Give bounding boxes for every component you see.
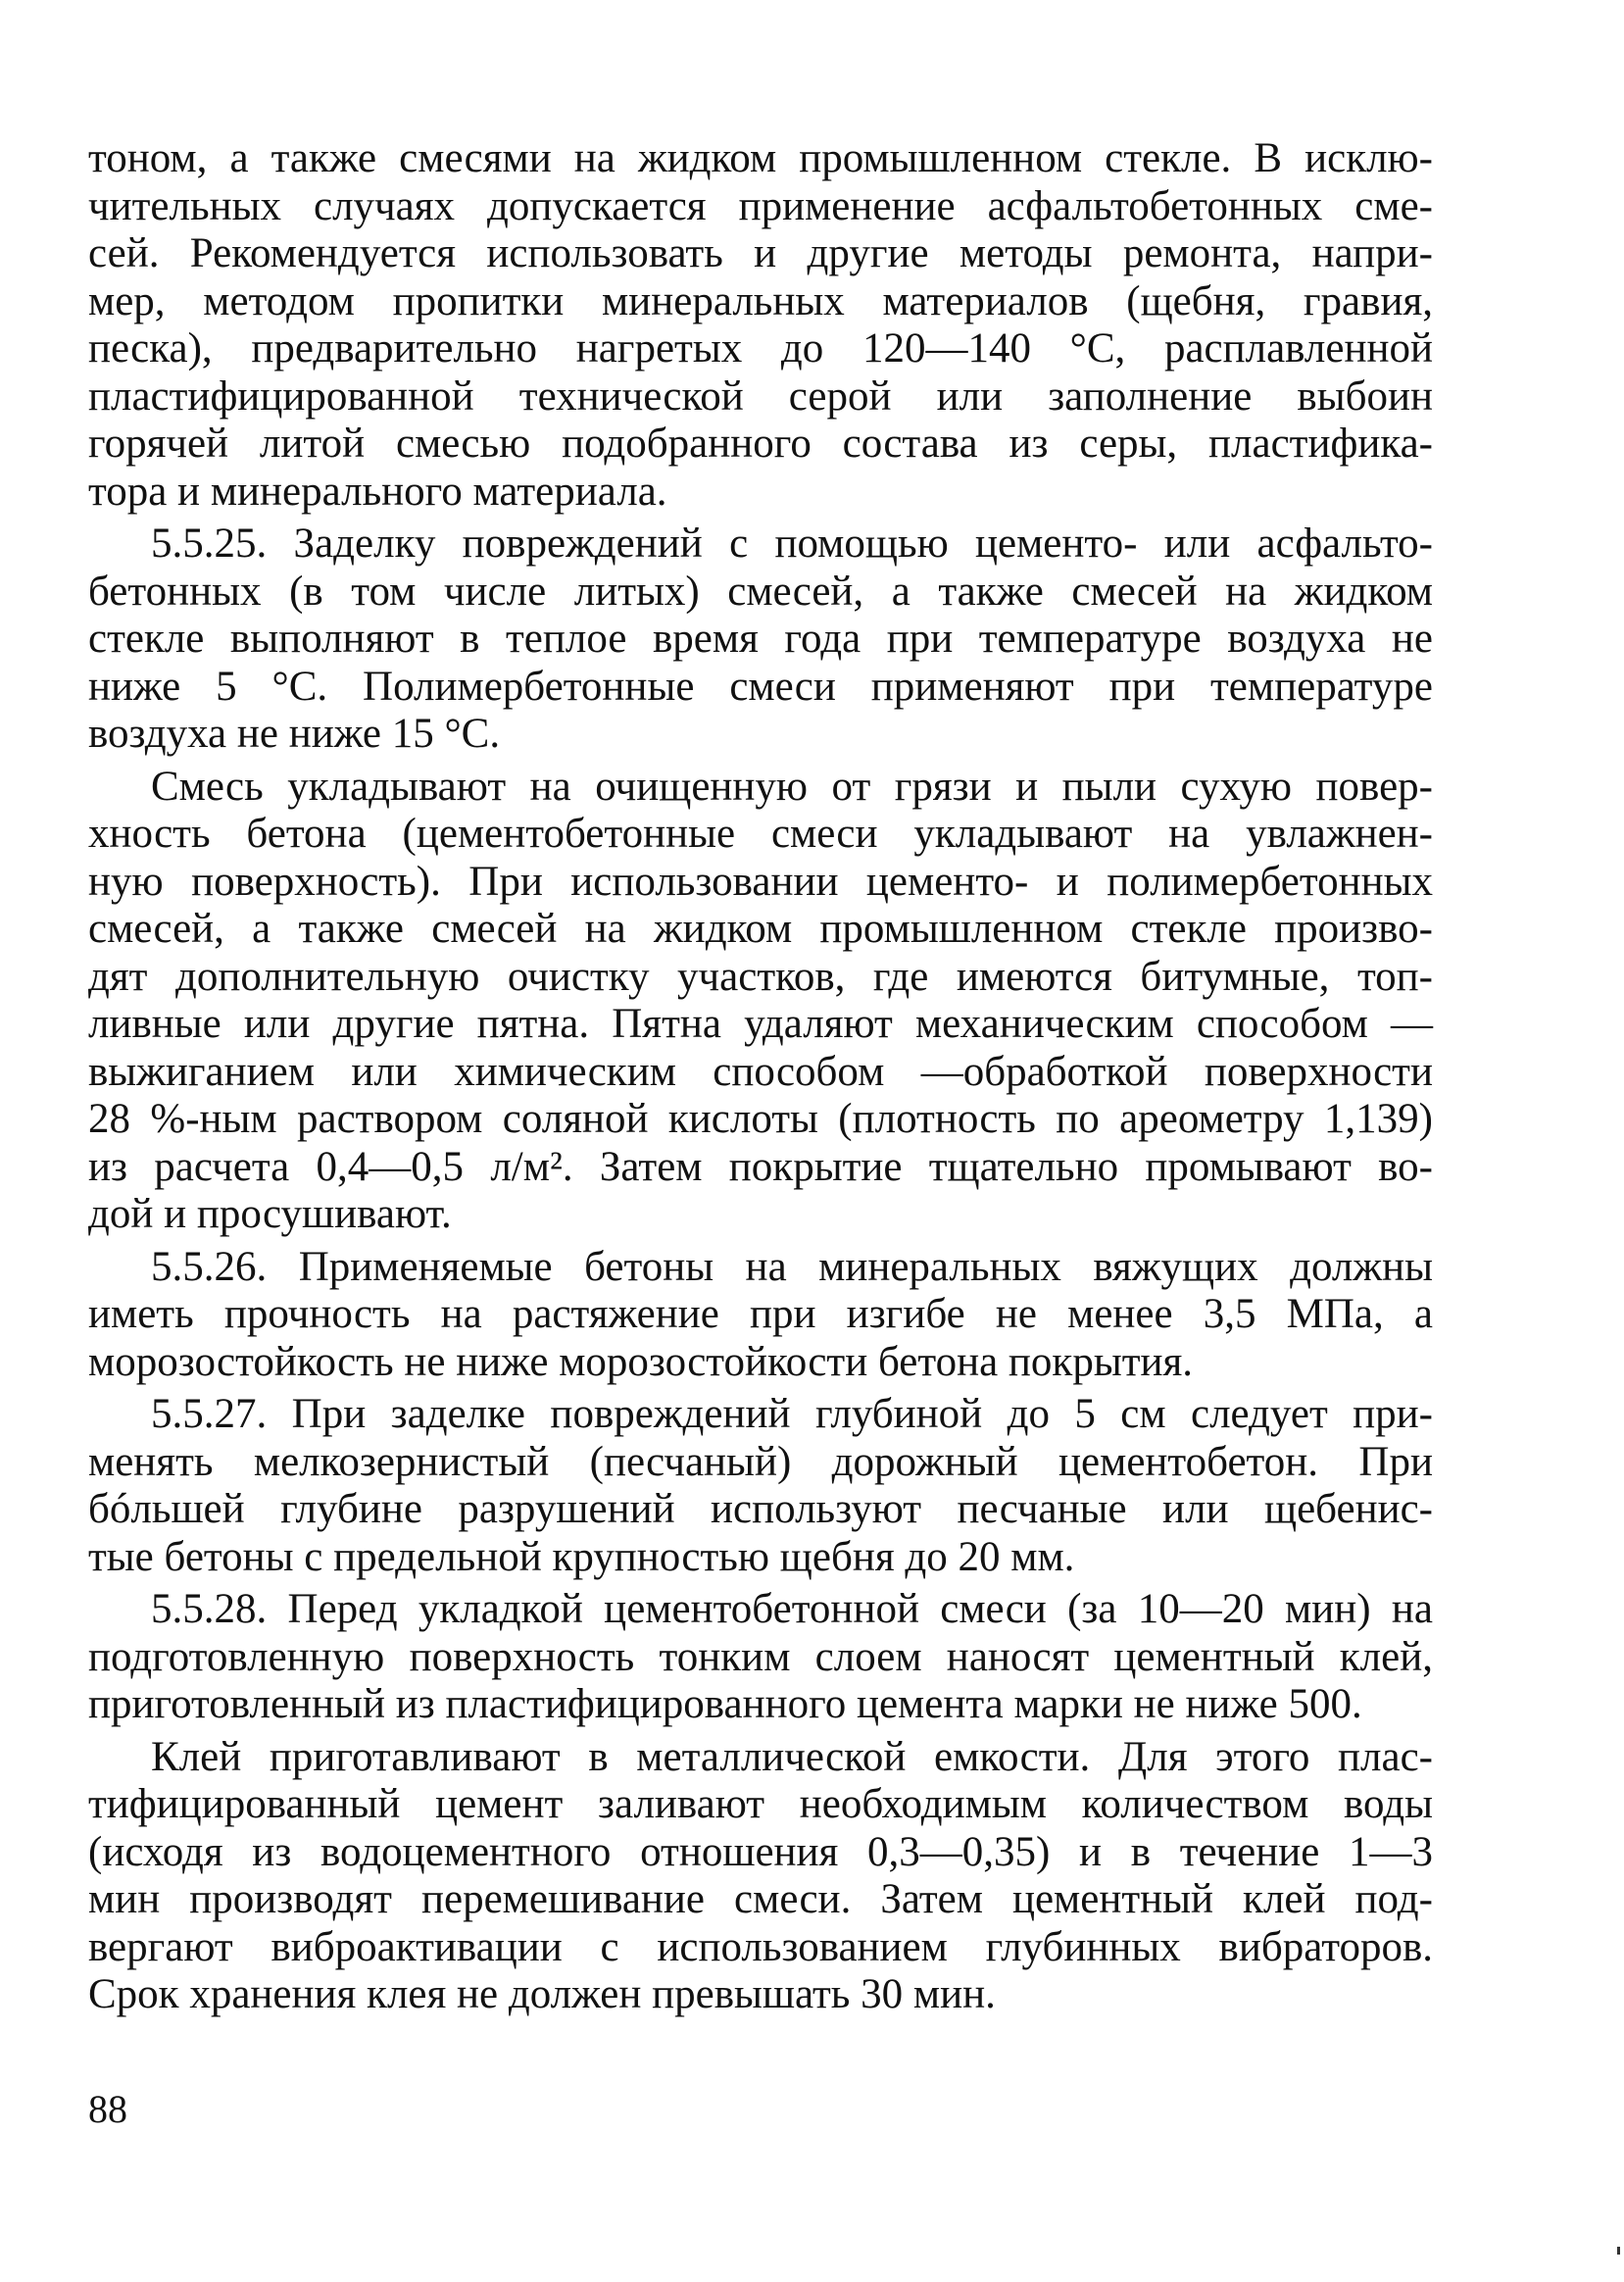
text-line: мин производят перемешивание смеси. Затем цементный клей под- <box>88 1876 1433 1922</box>
text-line: подготовленную поверхность тонким слоем наносят цементный клей, <box>88 1633 1433 1680</box>
text-line: ниже 5 °С. Полимербетонные смеси применяют при температуре <box>88 663 1433 710</box>
text-line: приготовленный из пластифицированного цемента марки не ниже 500. <box>88 1681 1362 1727</box>
text-line: хность бетона (цементобетонные смеси укладывают на увлажнен- <box>88 811 1433 857</box>
document-body <box>88 135 1433 2024</box>
text-line: ную поверхность). При использовании цементо- и полимербетонных <box>88 858 1433 905</box>
text-line: тоном, а также смесями на жидком промышленном стекле. В исклю- <box>88 135 1433 181</box>
paragraph <box>88 1391 1433 1581</box>
paragraph <box>88 1244 1433 1387</box>
text-line: 5.5.28. Перед укладкой цементобетонной смеси (за 10—20 мин) на <box>151 1586 1433 1632</box>
text-line: вергают виброактивации с использованием глубинных вибраторов. <box>88 1923 1433 1970</box>
text-line: бетонных (в том числе литых) смесей, а также смесей на жидком <box>88 568 1433 615</box>
text-line: тора и минерального материала. <box>88 468 667 515</box>
text-line: менять мелкозернистый (песчаный) дорожный цементобетон. При <box>88 1438 1433 1485</box>
text-line: 5.5.25. Заделку повреждений с помощью цементо- или асфальто- <box>151 521 1433 567</box>
text-line: (исходя из водоцементного отношения 0,3—0,35) и в течение 1—3 <box>88 1828 1433 1875</box>
text-line: стекле выполняют в теплое время года при температуре воздуха не <box>88 616 1433 662</box>
text-line: сей. Рекомендуется использовать и другие методы ремонта, напри- <box>88 230 1433 276</box>
text-line: песка), предварительно нагретых до 120—140 °С, расплавленной <box>88 325 1433 372</box>
text-line: Срок хранения клея не должен превышать 30 мин. <box>88 1971 996 2017</box>
page-number: 88 <box>88 2087 127 2131</box>
paragraph <box>88 135 1433 516</box>
text-line: мер, методом пропитки минеральных материалов (щебня, гравия, <box>88 277 1433 324</box>
text-line: 5.5.26. Применяемые бетоны на минеральных вяжущих должны <box>151 1243 1433 1290</box>
text-line: дой и просушивают. <box>88 1191 452 1237</box>
text-line: 5.5.27. При заделке повреждений глубиной до 5 см следует при- <box>151 1391 1433 1437</box>
text-line: иметь прочность на растяжение при изгибе не менее 3,5 МПа, а <box>88 1291 1433 1337</box>
text-line: тифицированный цемент заливают необходимым количеством воды <box>88 1781 1433 1827</box>
text-line: Смесь укладывают на очищенную от грязи и пыли сухую повер- <box>151 763 1433 810</box>
paragraph <box>88 1586 1433 1729</box>
text-line: ливные или другие пятна. Пятна удаляют механическим способом — <box>88 1001 1433 1047</box>
text-line: смесей, а также смесей на жидком промышленном стекле произво- <box>88 906 1433 952</box>
scan-edge-mark <box>1617 2247 1620 2255</box>
text-line: пластифицированной технической серой или заполнение выбоин <box>88 372 1433 420</box>
text-line: воздуха не ниже 15 °С. <box>88 711 501 757</box>
text-line: Клей приготавливают в металлической емкости. Для этого плас- <box>151 1733 1433 1780</box>
text-line: горячей литой смесью подобранного состава из серы, пластифика- <box>88 421 1433 467</box>
text-line: 28 %-ным раствором соляной кислоты (плотность по ареометру 1,139) <box>88 1096 1433 1142</box>
text-line: морозостойкость не ниже морозостойкости бетона покрытия. <box>88 1338 1194 1385</box>
text-line: тые бетоны с предельной крупностью щебня до 20 мм. <box>88 1533 1075 1580</box>
text-line: выжиганием или химическим способом —обработкой поверхности <box>88 1048 1433 1095</box>
paragraph <box>88 1734 1433 2019</box>
paragraph <box>88 764 1433 1239</box>
text-line: из расчета 0,4—0,5 л/м². Затем покрытие тщательно промывают во- <box>88 1143 1433 1190</box>
text-line: чительных случаях допускается применение асфальтобетонных сме- <box>88 182 1433 229</box>
text-line: дят дополнительную очистку участков, где имеются битумные, топ- <box>88 953 1433 1000</box>
text-line: бóльшей глубине разрушений используют песчаные или щебенис- <box>88 1486 1433 1532</box>
paragraph <box>88 521 1433 759</box>
